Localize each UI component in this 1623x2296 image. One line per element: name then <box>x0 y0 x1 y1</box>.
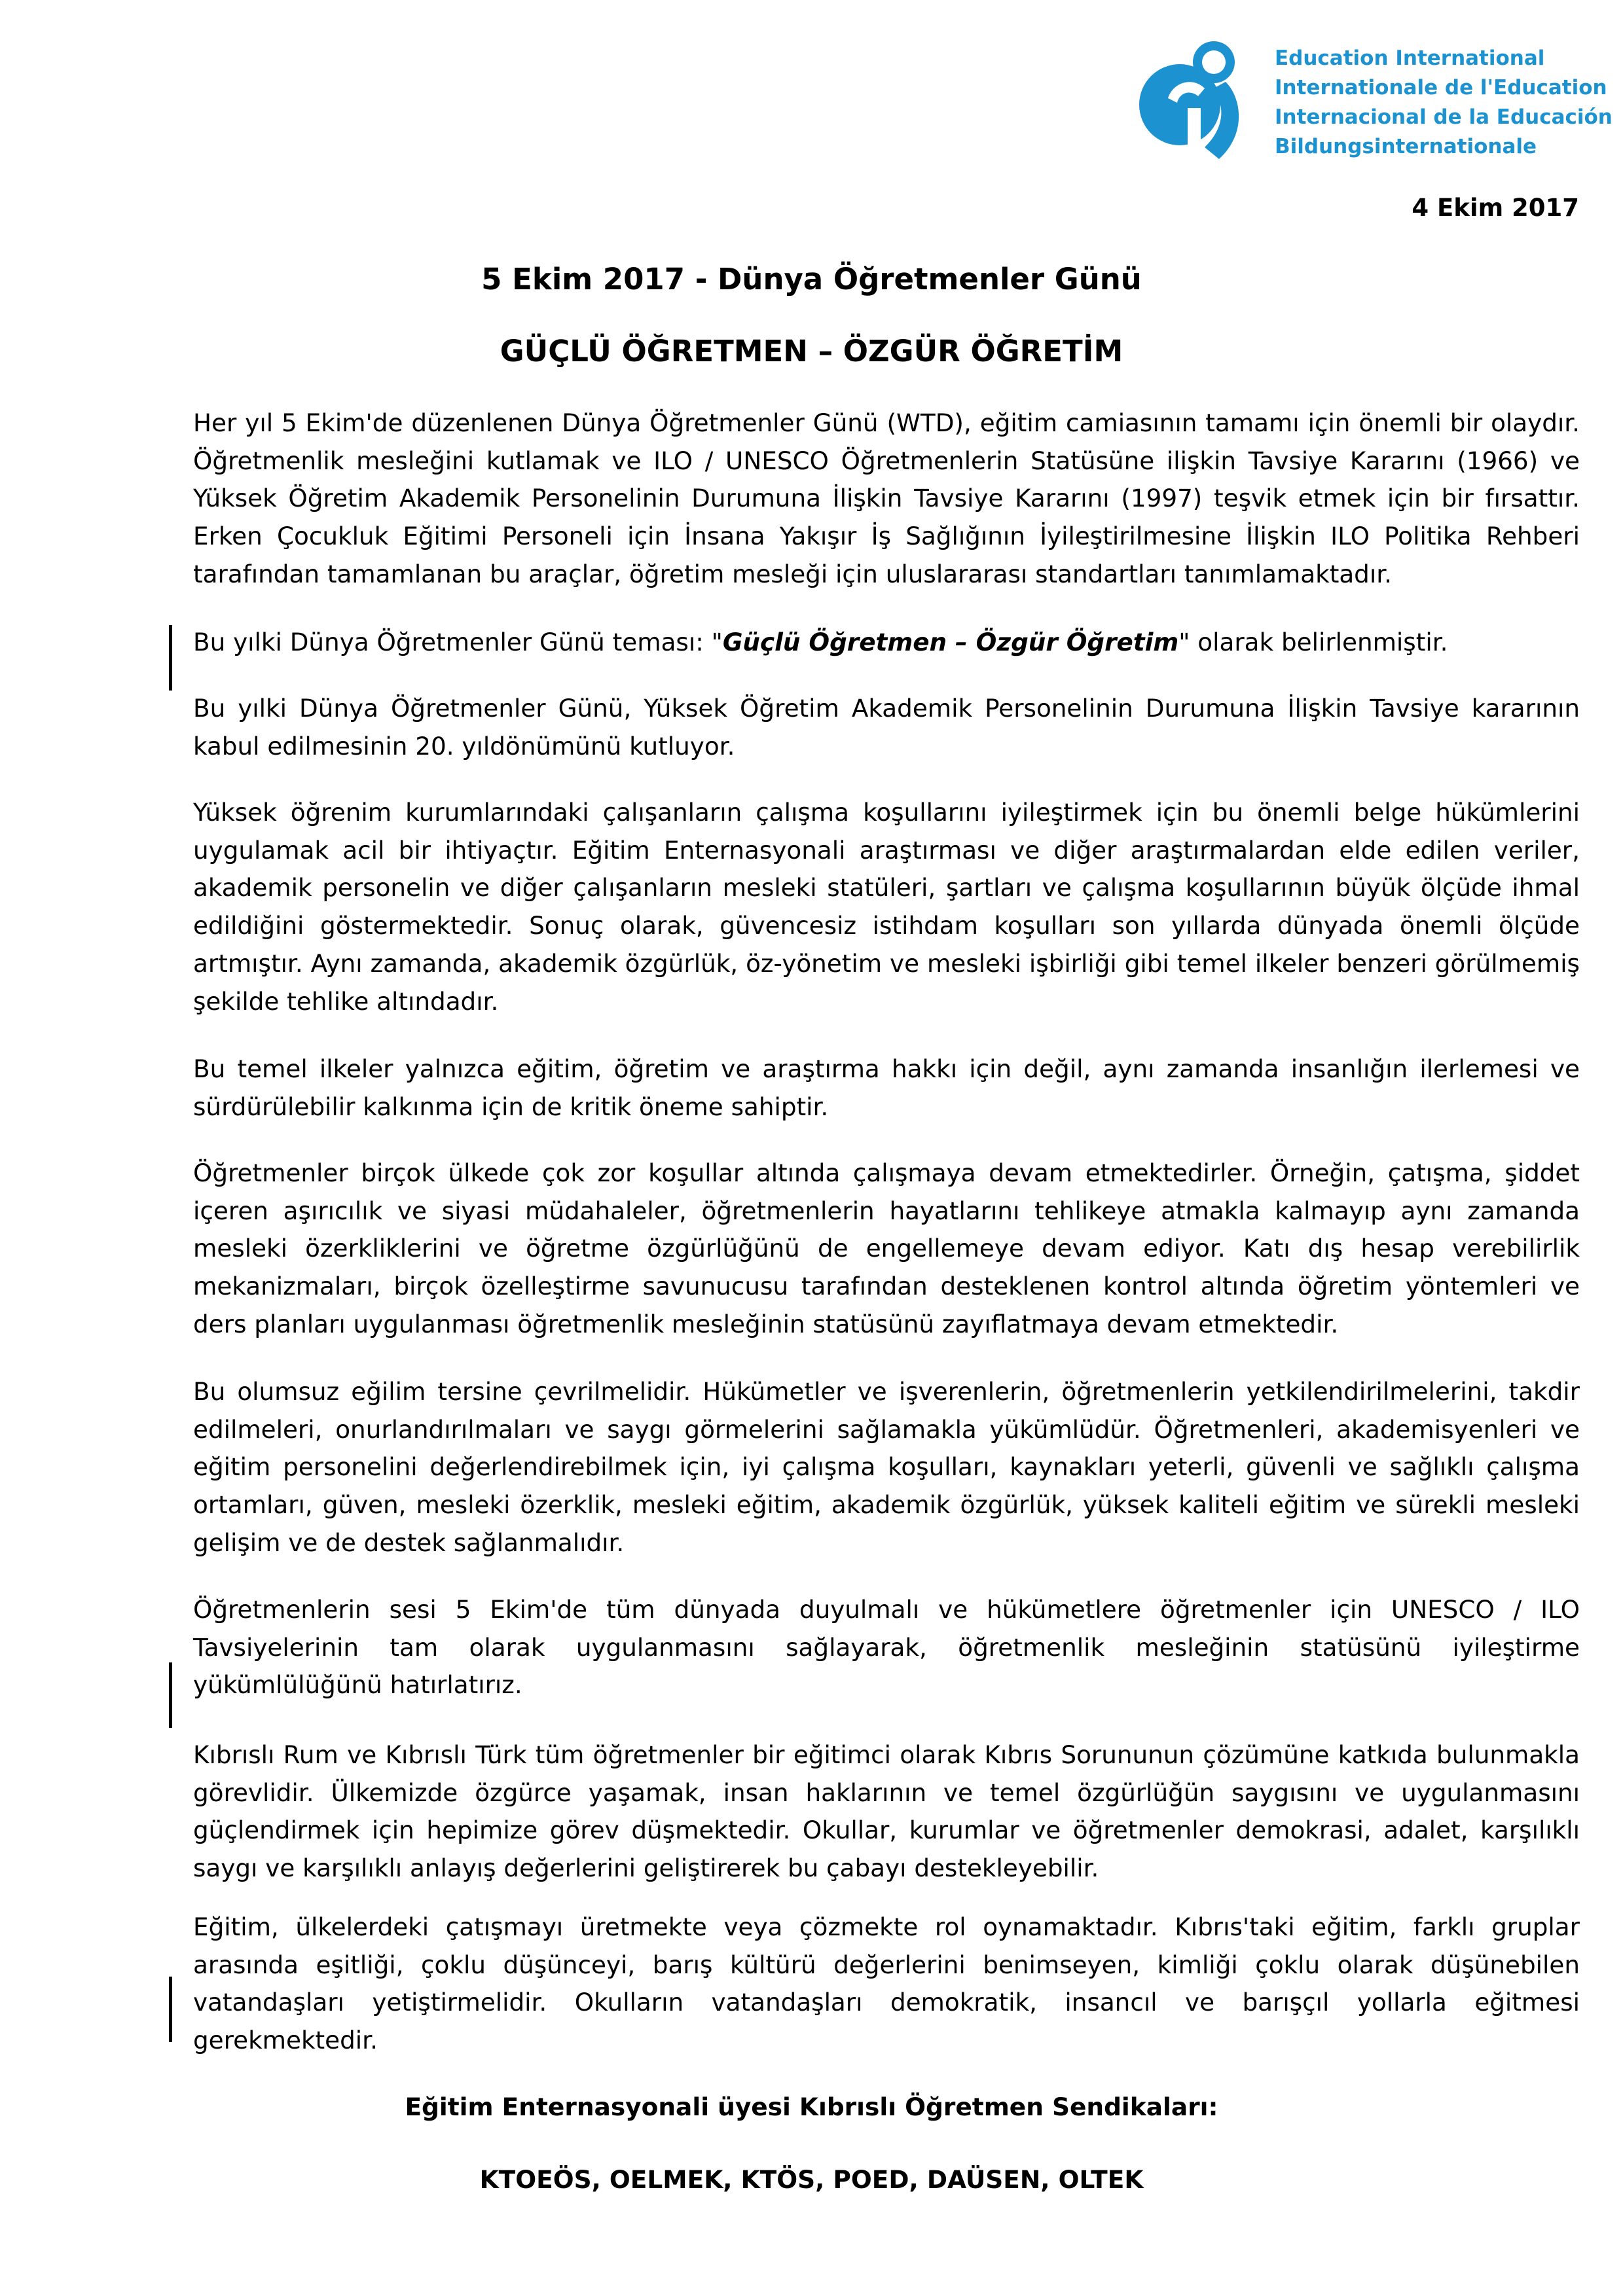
paragraph-reverse-trend: Bu olumsuz eğilim tersine çevrilmelidir. Hükümetler ve işverenlerin, öğretmenlerin yetkilendirilmelerini, takdir edilmeleri, onurlandırılmaları ve saygı görmelerini sağlamakla yükümlüdür. Öğretmenleri, akademisyenleri ve eğitim personelini değerlendirebilmek için, iyi çalışma koşulları, kaynakları yeterli, güvenli ve sağlıklı çalışma ortamları, güven, mesleki özerklik, mesleki eğitim, akademik özgürlük, yüksek kaliteli eğitim ve sürekli mesleki gelişim ve de destek sağlanmalıdır. <box>193 1377 1580 1557</box>
theme-text-after: " olarak belirlenmiştir. <box>1178 628 1448 656</box>
logo-line-english: Education International <box>1275 46 1545 70</box>
logo-line-spanish: Internacional de la Educación <box>1275 105 1613 129</box>
paragraph-intro: Her yıl 5 Ekim'de düzenlenen Dünya Öğretmenler Günü (WTD), eğitim camiasının tamamı için önemli bir olaydır. Öğretmenlik mesleğini kutlamak ve ILO / UNESCO Öğretmenlerin Statüsüne ilişkin Tavsiye Kararını (1966) ve Yüksek Öğretim Akademik Personelinin Durumuna İlişkin Tavsiye Kararını (1997) teşvik etmek için bir fırsattır. Erken Çocukluk Eğitimi Personeli için İnsana Yakışır İş Sağlığının İyileştirilmesine İlişkin ILO Politika Rehberi tarafından tamamlanan bu araçlar, öğretim mesleği için uluslararası standartları tanımlamaktadır. <box>193 408 1580 588</box>
document-theme-heading: GÜÇLÜ ÖĞRETMEN – ÖZGÜR ÖĞRETİM <box>500 334 1123 368</box>
paragraph-education-conflict: Eğitim, ülkelerdeki çatışmayı üretmekte veya çözmekte rol oynamaktadır. Kıbrıs'taki eğitim, farklı gruplar arasında eşitliği, çoklu düşünceyi, barış kültürü değerlerini benimseyen, kimliği çoklu olarak düşünebilen vatandaşları yetiştirmelidir. Okulların vatandaşları demokratik, insancıl ve barışçıl yollarla eğitmesi gerekmektedir. <box>193 1912 1580 2055</box>
paragraph-higher-education: Yüksek öğrenim kurumlarındaki çalışanların çalışma koşullarını iyileştirmek için bu önemli belge hükümlerini uygulamak acil bir ihtiyaçtır. Eğitim Enternasyonali araştırması ve diğer araştırmalardan elde edilen veriler, akademik personelin ve diğer çalışanların mesleki statüleri, şartları ve çalışma koşullarının büyük ölçüde ihmal edildiğini göstermektedir. Sonuç olarak, güvencesiz istihdam koşulları son yıllarda dünyada önemli ölçüde artmıştır. Aynı zamanda, akademik özgürlük, öz-yönetim ve mesleki işbirliği gibi temel ilkeler benzeri görülmemiş şekilde tehlike altındadır. <box>193 798 1580 1016</box>
document-title: 5 Ekim 2017 - Dünya Öğretmenler Günü <box>481 262 1142 296</box>
document-date: 4 Ekim 2017 <box>1412 194 1579 222</box>
logo-line-german: Bildungsinternationale <box>1275 135 1537 158</box>
paragraph-teachers-voice: Öğretmenlerin sesi 5 Ekim'de tüm dünyada duyulmalı ve hükümetlere öğretmenler için UNESCO / ILO Tavsiyelerinin tam olarak uygulanmasını sağlayarak, öğretmenlik mesleğinin statüsünü iyileştirme yükümlülüğünü hatırlatırız. <box>193 1595 1580 1700</box>
ei-logo-mark-icon <box>1127 36 1271 167</box>
theme-name: Güçlü Öğretmen – Özgür Öğretim <box>722 628 1179 656</box>
theme-text-before: Bu yılki Dünya Öğretmenler Günü teması: " <box>193 628 723 656</box>
signature-unions: KTOEÖS, OELMEK, KTÖS, POED, DAÜSEN, OLTEK <box>479 2165 1144 2194</box>
change-bar <box>169 1977 172 2042</box>
logo-line-french: Internationale de l'Education <box>1275 76 1607 99</box>
paragraph-conditions: Öğretmenler birçok ülkede çok zor koşullar altında çalışmaya devam etmektedirler. Örneğin, çatışma, şiddet içeren aşırıcılık ve siyasi müdahaleler, öğretmenlerin hayatlarını tehlikeye atmakla kalmayıp aynı zamanda mesleki özerkliklerini ve öğretme özgürlüğünü de engellemeye devam ediyor. Katı dış hesap verebilirlik mekanizmaları, birçok özelleştirme savunucusu tarafından desteklenen kontrol altında öğretim yöntemleri ve ders planları uygulanması öğretmenlik mesleğinin statüsünü zayıflatmaya devam etmektedir. <box>193 1158 1580 1338</box>
change-bar <box>169 1662 172 1728</box>
paragraph-anniversary: Bu yılki Dünya Öğretmenler Günü, Yüksek Öğretim Akademik Personelinin Durumuna İlişkin Tavsiye kararının kabul edilmesinin 20. yıldönümünü kutluyor. <box>193 694 1580 761</box>
paragraph-principles: Bu temel ilkeler yalnızca eğitim, öğretim ve araştırma hakkı için değil, aynı zamanda insanlığın ilerlemesi ve sürdürülebilir kalkınma için de kritik öneme sahiptir. <box>193 1054 1580 1121</box>
paragraph-cyprus-teachers: Kıbrıslı Rum ve Kıbrıslı Türk tüm öğretmenler bir eğitimci olarak Kıbrıs Sorununun çözümüne katkıda bulunmakla görevlidir. Ülkemizde özgürce yaşamak, insan haklarının ve temel özgürlüğün saygısını ve uygulanmasını güçlendirmek için hepimize görev düşmektedir. Okullar, kurumlar ve öğretmenler demokrasi, adalet, karşılıklı saygı ve karşılıklı anlayış değerlerini geliştirerek bu çabayı destekleyebilir. <box>193 1740 1580 1883</box>
education-international-logo <box>1127 36 1613 167</box>
change-bar <box>169 625 172 691</box>
paragraph-theme <box>193 624 1580 662</box>
signature-heading: Eğitim Enternasyonali üyesi Kıbrıslı Öğretmen Sendikaları: <box>405 2092 1218 2121</box>
